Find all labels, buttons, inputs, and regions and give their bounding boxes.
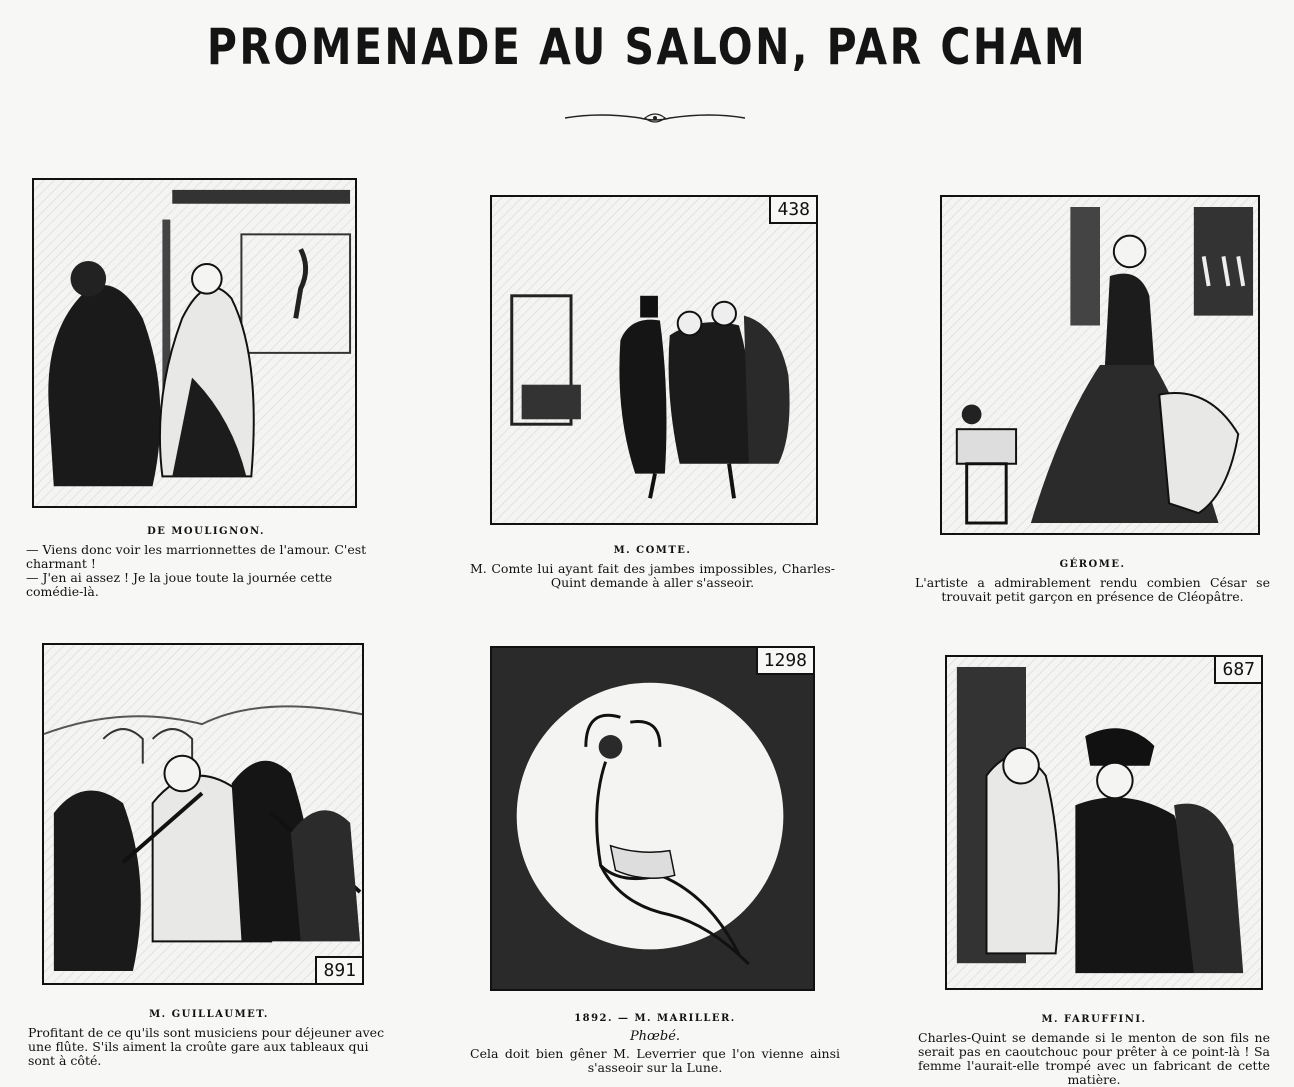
panel-3-artist: GÉROME. <box>1059 559 1126 570</box>
panel-2-text: M. Comte lui ayant fait des jambes impossibles, Charles-Quint demande à aller s'asseoir. <box>470 561 835 590</box>
panel-4-artist: M. GUILLAUMET. <box>149 1009 269 1020</box>
ornament-divider <box>560 108 750 128</box>
panel-4-plate-number: 891 <box>315 956 362 983</box>
illustration-musicians-flute <box>44 645 362 983</box>
panel-6-caption <box>918 1013 1270 1087</box>
panel-5-artist: 1892. — M. MARILLER. <box>574 1013 736 1024</box>
panel-6-text: Charles-Quint se demande si le menton de son fils ne serait pas en caoutchouc pour prêter à ce point-là ! Sa femme l'aurait-elle trompé avec un fabricant de cette matière. <box>918 1030 1270 1087</box>
panel-5-plate-number: 1298 <box>756 648 813 675</box>
page-title: PROMENADE AU SALON, PAR CHAM <box>206 18 1088 76</box>
illustration-two-women <box>34 180 355 506</box>
panel-5-text: Cela doit bien gêner M. Leverrier que l'on vienne ainsi s'asseoir sur la Lune. <box>470 1046 840 1075</box>
panel-1-artist: DE MOULIGNON. <box>147 526 265 537</box>
panel-3-caption <box>915 558 1270 604</box>
panel-1-caption <box>26 525 386 599</box>
illustration-panel-4 <box>42 643 364 985</box>
panel-1-dialogue-1: — Viens donc voir les marrionnettes de l'amour. C'est charmant ! <box>26 542 367 571</box>
panel-5-caption <box>470 1012 840 1075</box>
panel-6-artist: M. FARUFFINI. <box>1041 1014 1147 1025</box>
illustration-phoebe-moon <box>492 648 813 989</box>
illustration-panel-3 <box>940 195 1260 535</box>
illustration-panel-5 <box>490 646 815 991</box>
illustration-panel-2 <box>490 195 818 525</box>
panel-6-plate-number: 687 <box>1214 657 1261 684</box>
panel-5-work-title: Phœbé. <box>629 1029 681 1044</box>
panel-2-caption <box>470 544 835 590</box>
panel-2-plate-number: 438 <box>769 197 816 224</box>
illustration-group-of-men <box>492 197 816 523</box>
panel-4-caption <box>28 1008 390 1068</box>
illustration-panel-1 <box>32 178 357 508</box>
illustration-panel-6 <box>945 655 1263 990</box>
panel-3-text: L'artiste a admirablement rendu combien César se trouvait petit garçon en présence de Cléopâtre. <box>915 575 1270 604</box>
panel-4-text: Profitant de ce qu'ils sont musiciens pour déjeuner avec une flûte. S'ils aiment la croûte gare aux tableaux qui sont à côté. <box>28 1025 385 1068</box>
panel-2-artist: M. COMTE. <box>613 545 692 556</box>
illustration-cleopatra-caesar <box>942 197 1258 533</box>
illustration-charles-quint <box>947 657 1261 988</box>
panel-1-dialogue-2: — J'en ai assez ! Je la joue toute la journée cette comédie-là. <box>26 570 333 599</box>
